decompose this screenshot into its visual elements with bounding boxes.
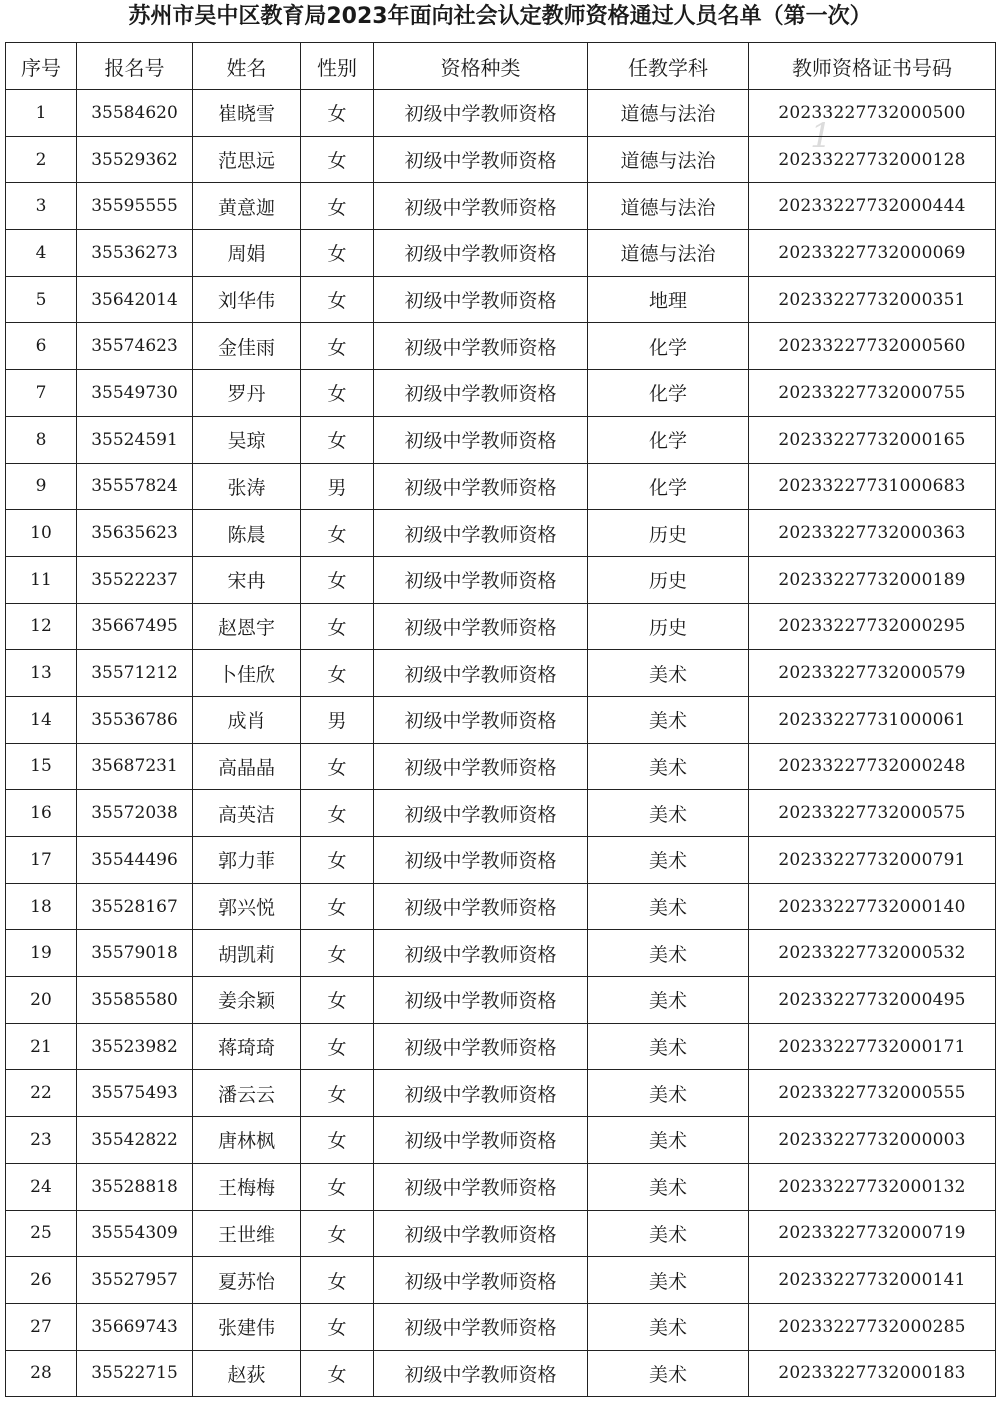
cell-registration-no: 35642014 <box>77 276 193 323</box>
cell-registration-no: 35522237 <box>77 556 193 603</box>
cell-subject: 美术 <box>588 696 749 743</box>
cell-gender: 女 <box>301 1163 374 1210</box>
cell-qualification-type: 初级中学教师资格 <box>374 1023 588 1070</box>
cell-registration-no: 35528818 <box>77 1163 193 1210</box>
cell-name: 赵荻 <box>193 1350 301 1397</box>
cell-gender: 女 <box>301 183 374 230</box>
cell-qualification-type: 初级中学教师资格 <box>374 650 588 697</box>
cell-name: 成肖 <box>193 696 301 743</box>
header-certificate-no: 教师资格证书号码 <box>749 43 996 90</box>
cell-index: 10 <box>6 510 77 557</box>
table-row <box>6 1210 996 1257</box>
cell-index: 14 <box>6 696 77 743</box>
table-row <box>6 1023 996 1070</box>
cell-certificate-no: 20233227731000683 <box>749 463 996 510</box>
table-row <box>6 790 996 837</box>
cell-name: 夏苏怡 <box>193 1257 301 1304</box>
cell-gender: 女 <box>301 977 374 1024</box>
cell-gender: 女 <box>301 790 374 837</box>
cell-certificate-no: 20233227732000140 <box>749 883 996 930</box>
table-row <box>6 837 996 884</box>
cell-index: 19 <box>6 930 77 977</box>
cell-index: 20 <box>6 977 77 1024</box>
cell-gender: 女 <box>301 1210 374 1257</box>
table-row <box>6 136 996 183</box>
cell-qualification-type: 初级中学教师资格 <box>374 977 588 1024</box>
document-title: 苏州市吴中区教育局2023年面向社会认定教师资格通过人员名单（第一次） <box>128 4 872 29</box>
table-row <box>6 90 996 137</box>
cell-name: 陈晨 <box>193 510 301 557</box>
cell-certificate-no: 20233227732000351 <box>749 276 996 323</box>
cell-index: 15 <box>6 743 77 790</box>
cell-certificate-no: 20233227732000248 <box>749 743 996 790</box>
table-row <box>6 1350 996 1397</box>
cell-qualification-type: 初级中学教师资格 <box>374 90 588 137</box>
cell-qualification-type: 初级中学教师资格 <box>374 1210 588 1257</box>
cell-index: 11 <box>6 556 77 603</box>
cell-registration-no: 35544496 <box>77 837 193 884</box>
cell-name: 胡凯莉 <box>193 930 301 977</box>
table-row <box>6 1163 996 1210</box>
page-number-watermark: 1 <box>810 116 832 156</box>
cell-name: 唐林枫 <box>193 1117 301 1164</box>
table-row <box>6 930 996 977</box>
table-row <box>6 1070 996 1117</box>
cell-index: 24 <box>6 1163 77 1210</box>
table-row <box>6 370 996 417</box>
cell-subject: 美术 <box>588 1257 749 1304</box>
cell-registration-no: 35575493 <box>77 1070 193 1117</box>
cell-subject: 美术 <box>588 1117 749 1164</box>
cell-certificate-no: 20233227732000719 <box>749 1210 996 1257</box>
cell-certificate-no: 20233227732000755 <box>749 370 996 417</box>
cell-subject: 历史 <box>588 603 749 650</box>
cell-name: 范思远 <box>193 136 301 183</box>
cell-index: 26 <box>6 1257 77 1304</box>
cell-index: 4 <box>6 230 77 277</box>
table-row <box>6 743 996 790</box>
cell-gender: 女 <box>301 1023 374 1070</box>
cell-name: 黄意迦 <box>193 183 301 230</box>
cell-name: 卜佳欣 <box>193 650 301 697</box>
cell-registration-no: 35572038 <box>77 790 193 837</box>
cell-name: 潘云云 <box>193 1070 301 1117</box>
cell-certificate-no: 20233227732000444 <box>749 183 996 230</box>
header-subject: 任教学科 <box>588 43 749 90</box>
cell-name: 赵恩宇 <box>193 603 301 650</box>
cell-subject: 美术 <box>588 1350 749 1397</box>
table-row <box>6 1303 996 1350</box>
cell-certificate-no: 20233227732000183 <box>749 1350 996 1397</box>
header-name: 姓名 <box>193 43 301 90</box>
cell-qualification-type: 初级中学教师资格 <box>374 1350 588 1397</box>
cell-index: 3 <box>6 183 77 230</box>
cell-qualification-type: 初级中学教师资格 <box>374 510 588 557</box>
header-qualification-type: 资格种类 <box>374 43 588 90</box>
header-registration-no: 报名号 <box>77 43 193 90</box>
cell-name: 吴琼 <box>193 416 301 463</box>
table-row <box>6 1117 996 1164</box>
cell-gender: 女 <box>301 1350 374 1397</box>
cell-name: 张建伟 <box>193 1303 301 1350</box>
cell-index: 1 <box>6 90 77 137</box>
cell-index: 6 <box>6 323 77 370</box>
table-row <box>6 323 996 370</box>
cell-registration-no: 35536273 <box>77 230 193 277</box>
cell-name: 罗丹 <box>193 370 301 417</box>
cell-qualification-type: 初级中学教师资格 <box>374 743 588 790</box>
cell-subject: 美术 <box>588 743 749 790</box>
table-row <box>6 603 996 650</box>
cell-certificate-no: 20233227732000132 <box>749 1163 996 1210</box>
cell-certificate-no: 20233227732000003 <box>749 1117 996 1164</box>
cell-qualification-type: 初级中学教师资格 <box>374 463 588 510</box>
cell-qualification-type: 初级中学教师资格 <box>374 1117 588 1164</box>
cell-subject: 道德与法治 <box>588 183 749 230</box>
cell-name: 蒋琦琦 <box>193 1023 301 1070</box>
cell-gender: 女 <box>301 276 374 323</box>
cell-index: 27 <box>6 1303 77 1350</box>
cell-gender: 男 <box>301 696 374 743</box>
cell-certificate-no: 20233227732000532 <box>749 930 996 977</box>
table-row <box>6 230 996 277</box>
cell-certificate-no: 20233227732000560 <box>749 323 996 370</box>
cell-subject: 道德与法治 <box>588 230 749 277</box>
cell-subject: 化学 <box>588 323 749 370</box>
cell-index: 7 <box>6 370 77 417</box>
cell-qualification-type: 初级中学教师资格 <box>374 696 588 743</box>
cell-name: 周娟 <box>193 230 301 277</box>
cell-gender: 女 <box>301 650 374 697</box>
cell-gender: 女 <box>301 1257 374 1304</box>
cell-certificate-no: 20233227732000555 <box>749 1070 996 1117</box>
cell-registration-no: 35522715 <box>77 1350 193 1397</box>
cell-subject: 美术 <box>588 883 749 930</box>
cell-name: 宋冉 <box>193 556 301 603</box>
cell-qualification-type: 初级中学教师资格 <box>374 930 588 977</box>
cell-registration-no: 35595555 <box>77 183 193 230</box>
cell-name: 郭兴悦 <box>193 883 301 930</box>
cell-gender: 女 <box>301 603 374 650</box>
cell-qualification-type: 初级中学教师资格 <box>374 837 588 884</box>
cell-certificate-no: 20233227732000500 <box>749 90 996 137</box>
cell-subject: 道德与法治 <box>588 90 749 137</box>
header-gender: 性别 <box>301 43 374 90</box>
cell-index: 8 <box>6 416 77 463</box>
cell-registration-no: 35585580 <box>77 977 193 1024</box>
cell-qualification-type: 初级中学教师资格 <box>374 323 588 370</box>
cell-certificate-no: 20233227731000061 <box>749 696 996 743</box>
cell-index: 16 <box>6 790 77 837</box>
cell-subject: 美术 <box>588 1070 749 1117</box>
table-row <box>6 183 996 230</box>
cell-gender: 女 <box>301 323 374 370</box>
cell-gender: 女 <box>301 230 374 277</box>
cell-name: 高晶晶 <box>193 743 301 790</box>
cell-gender: 女 <box>301 837 374 884</box>
cell-name: 王梅梅 <box>193 1163 301 1210</box>
cell-gender: 女 <box>301 883 374 930</box>
cell-registration-no: 35524591 <box>77 416 193 463</box>
cell-certificate-no: 20233227732000579 <box>749 650 996 697</box>
cell-registration-no: 35687231 <box>77 743 193 790</box>
cell-qualification-type: 初级中学教师资格 <box>374 1070 588 1117</box>
cell-index: 17 <box>6 837 77 884</box>
table-row <box>6 463 996 510</box>
table-row <box>6 556 996 603</box>
cell-registration-no: 35669743 <box>77 1303 193 1350</box>
cell-registration-no: 35584620 <box>77 90 193 137</box>
cell-name: 金佳雨 <box>193 323 301 370</box>
cell-gender: 女 <box>301 1117 374 1164</box>
cell-index: 22 <box>6 1070 77 1117</box>
cell-certificate-no: 20233227732000128 <box>749 136 996 183</box>
cell-registration-no: 35529362 <box>77 136 193 183</box>
cell-subject: 美术 <box>588 1163 749 1210</box>
cell-certificate-no: 20233227732000141 <box>749 1257 996 1304</box>
cell-qualification-type: 初级中学教师资格 <box>374 230 588 277</box>
cell-registration-no: 35571212 <box>77 650 193 697</box>
cell-gender: 女 <box>301 90 374 137</box>
cell-certificate-no: 20233227732000171 <box>749 1023 996 1070</box>
cell-gender: 女 <box>301 743 374 790</box>
cell-gender: 女 <box>301 136 374 183</box>
cell-index: 5 <box>6 276 77 323</box>
cell-registration-no: 35557824 <box>77 463 193 510</box>
cell-name: 姜余颖 <box>193 977 301 1024</box>
cell-certificate-no: 20233227732000285 <box>749 1303 996 1350</box>
cell-index: 18 <box>6 883 77 930</box>
cell-qualification-type: 初级中学教师资格 <box>374 136 588 183</box>
table-row <box>6 1257 996 1304</box>
cell-index: 21 <box>6 1023 77 1070</box>
cell-registration-no: 35554309 <box>77 1210 193 1257</box>
teacher-qualification-table <box>5 42 996 1397</box>
cell-subject: 美术 <box>588 977 749 1024</box>
cell-registration-no: 35667495 <box>77 603 193 650</box>
cell-gender: 女 <box>301 930 374 977</box>
cell-qualification-type: 初级中学教师资格 <box>374 1163 588 1210</box>
cell-certificate-no: 20233227732000495 <box>749 977 996 1024</box>
table-row <box>6 510 996 557</box>
cell-name: 郭力菲 <box>193 837 301 884</box>
cell-gender: 女 <box>301 1070 374 1117</box>
cell-subject: 美术 <box>588 650 749 697</box>
cell-registration-no: 35528167 <box>77 883 193 930</box>
header-index: 序号 <box>6 43 77 90</box>
cell-index: 25 <box>6 1210 77 1257</box>
cell-subject: 美术 <box>588 1023 749 1070</box>
cell-qualification-type: 初级中学教师资格 <box>374 883 588 930</box>
cell-gender: 女 <box>301 416 374 463</box>
cell-index: 2 <box>6 136 77 183</box>
cell-subject: 历史 <box>588 556 749 603</box>
cell-index: 13 <box>6 650 77 697</box>
cell-subject: 化学 <box>588 416 749 463</box>
cell-subject: 美术 <box>588 837 749 884</box>
cell-qualification-type: 初级中学教师资格 <box>374 603 588 650</box>
cell-gender: 女 <box>301 1303 374 1350</box>
cell-subject: 道德与法治 <box>588 136 749 183</box>
cell-gender: 女 <box>301 510 374 557</box>
cell-gender: 女 <box>301 556 374 603</box>
cell-registration-no: 35574623 <box>77 323 193 370</box>
cell-registration-no: 35579018 <box>77 930 193 977</box>
cell-registration-no: 35635623 <box>77 510 193 557</box>
cell-qualification-type: 初级中学教师资格 <box>374 1303 588 1350</box>
table-header-row <box>6 43 996 90</box>
table-row <box>6 696 996 743</box>
cell-registration-no: 35523982 <box>77 1023 193 1070</box>
cell-certificate-no: 20233227732000165 <box>749 416 996 463</box>
cell-subject: 美术 <box>588 930 749 977</box>
cell-registration-no: 35549730 <box>77 370 193 417</box>
cell-qualification-type: 初级中学教师资格 <box>374 790 588 837</box>
cell-name: 高英洁 <box>193 790 301 837</box>
cell-gender: 男 <box>301 463 374 510</box>
table-row <box>6 883 996 930</box>
cell-subject: 化学 <box>588 370 749 417</box>
cell-name: 崔晓雪 <box>193 90 301 137</box>
cell-name: 张涛 <box>193 463 301 510</box>
cell-qualification-type: 初级中学教师资格 <box>374 416 588 463</box>
cell-subject: 美术 <box>588 1303 749 1350</box>
cell-name: 刘华伟 <box>193 276 301 323</box>
cell-qualification-type: 初级中学教师资格 <box>374 556 588 603</box>
table-row <box>6 977 996 1024</box>
cell-registration-no: 35527957 <box>77 1257 193 1304</box>
cell-registration-no: 35542822 <box>77 1117 193 1164</box>
cell-certificate-no: 20233227732000295 <box>749 603 996 650</box>
table-row <box>6 650 996 697</box>
cell-index: 9 <box>6 463 77 510</box>
cell-certificate-no: 20233227732000189 <box>749 556 996 603</box>
cell-qualification-type: 初级中学教师资格 <box>374 183 588 230</box>
cell-registration-no: 35536786 <box>77 696 193 743</box>
cell-gender: 女 <box>301 370 374 417</box>
cell-subject: 化学 <box>588 463 749 510</box>
cell-certificate-no: 20233227732000791 <box>749 837 996 884</box>
cell-subject: 美术 <box>588 790 749 837</box>
cell-qualification-type: 初级中学教师资格 <box>374 370 588 417</box>
cell-subject: 历史 <box>588 510 749 557</box>
cell-name: 王世维 <box>193 1210 301 1257</box>
table-row <box>6 276 996 323</box>
cell-certificate-no: 20233227732000069 <box>749 230 996 277</box>
cell-qualification-type: 初级中学教师资格 <box>374 1257 588 1304</box>
cell-index: 12 <box>6 603 77 650</box>
cell-certificate-no: 20233227732000575 <box>749 790 996 837</box>
cell-certificate-no: 20233227732000363 <box>749 510 996 557</box>
cell-subject: 美术 <box>588 1210 749 1257</box>
cell-subject: 地理 <box>588 276 749 323</box>
cell-index: 23 <box>6 1117 77 1164</box>
cell-index: 28 <box>6 1350 77 1397</box>
cell-qualification-type: 初级中学教师资格 <box>374 276 588 323</box>
table-row <box>6 416 996 463</box>
